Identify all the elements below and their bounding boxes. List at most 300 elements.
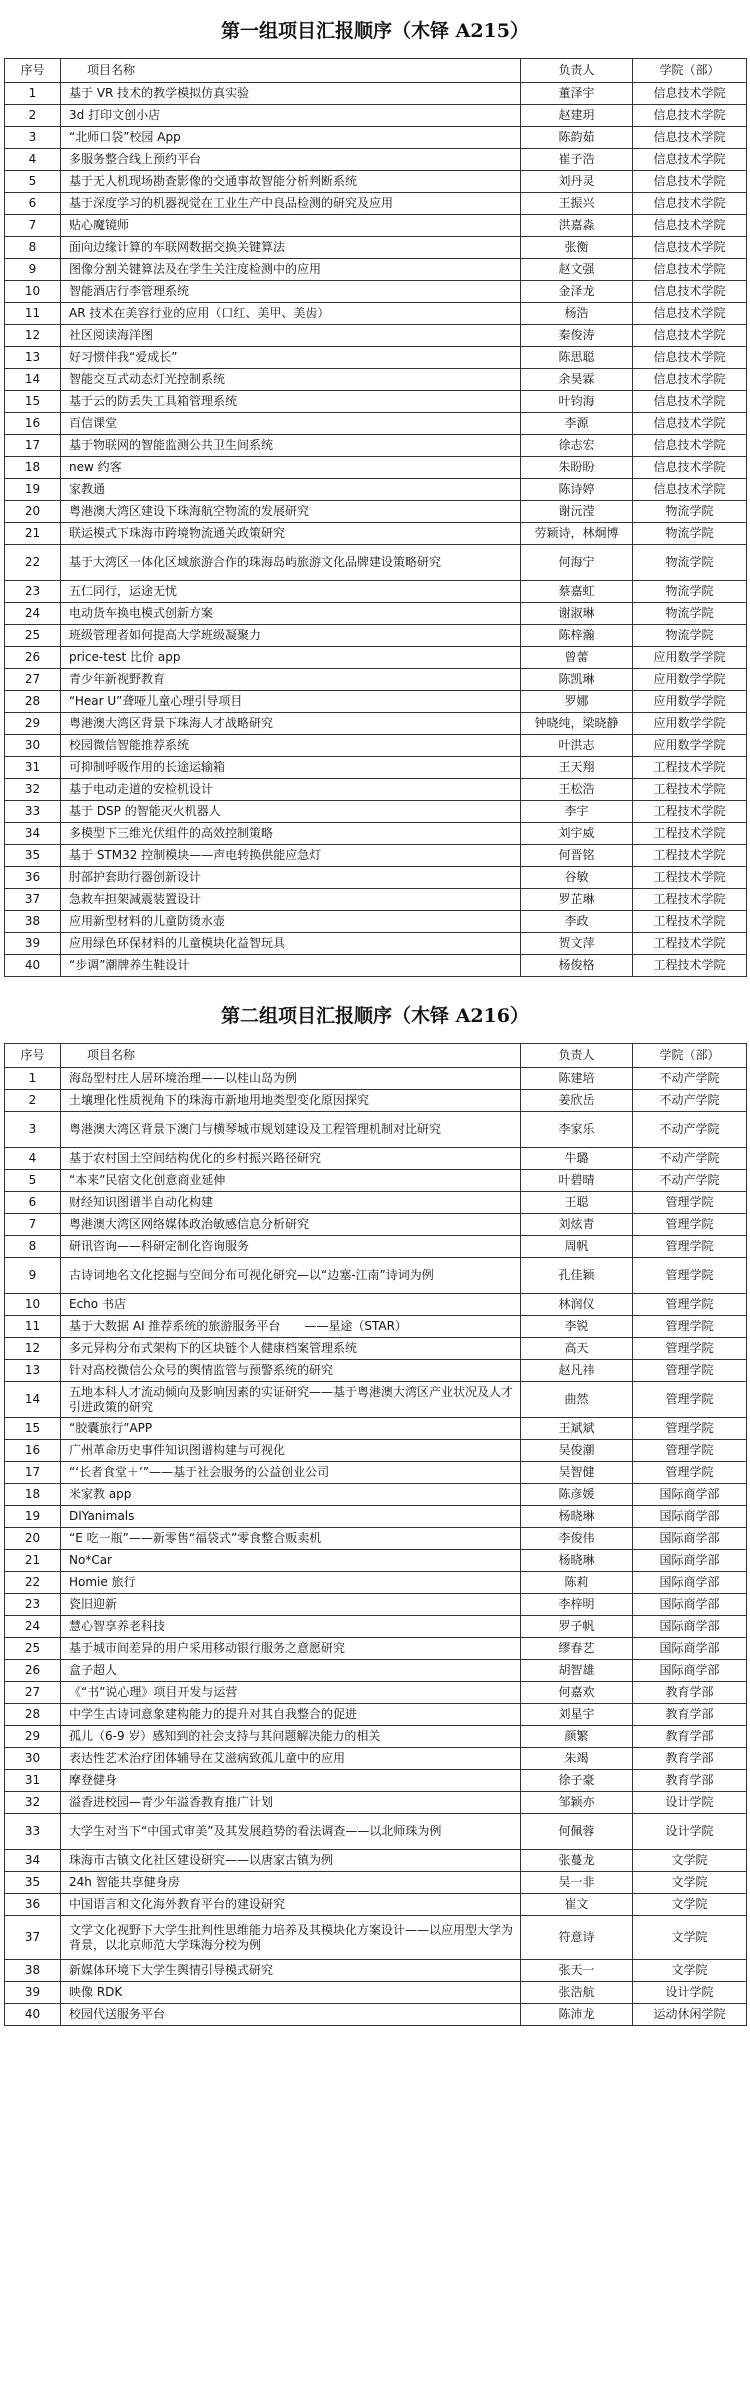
- row-number: 22: [5, 545, 61, 581]
- project-leader: 张天一: [521, 1960, 633, 1982]
- project-leader: 李俊伟: [521, 1528, 633, 1550]
- table-row: [5, 457, 747, 479]
- table-row: [5, 757, 747, 779]
- project-name: 可抑制呼吸作用的长途运输箱: [61, 757, 521, 779]
- school-name: 设计学院: [633, 1814, 747, 1850]
- project-name: 慧心智享养老科技: [61, 1616, 521, 1638]
- row-number: 9: [5, 259, 61, 281]
- project-name: 五地本科人才流动倾向及影响因素的实证研究——基于粤港澳大湾区产业状况及人才引进政策的研究: [61, 1382, 521, 1418]
- project-name: 粤港澳大湾区背景下澳门与横琴城市规划建设及工程管理机制对比研究: [61, 1112, 521, 1148]
- project-leader: 叶钧海: [521, 391, 633, 413]
- project-name: 孤儿（6-9 岁）感知到的社会支持与其问题解决能力的相关: [61, 1726, 521, 1748]
- project-leader: 余昊霖: [521, 369, 633, 391]
- school-name: 物流学院: [633, 581, 747, 603]
- table-row: [5, 625, 747, 647]
- row-number: 39: [5, 933, 61, 955]
- school-name: 应用数学学院: [633, 647, 747, 669]
- row-number: 25: [5, 625, 61, 647]
- school-name: 国际商学部: [633, 1506, 747, 1528]
- school-name: 管理学院: [633, 1440, 747, 1462]
- project-leader: 陈梓瀚: [521, 625, 633, 647]
- project-name: 广州革命历史事件知识图谱构建与可视化: [61, 1440, 521, 1462]
- group-1-table-body: [5, 83, 747, 977]
- group-1-table: [4, 58, 747, 977]
- school-name: 管理学院: [633, 1316, 747, 1338]
- school-name: 国际商学部: [633, 1616, 747, 1638]
- project-name: “胶囊旅行”APP: [61, 1418, 521, 1440]
- table-row: [5, 237, 747, 259]
- table-row: [5, 801, 747, 823]
- row-number: 27: [5, 669, 61, 691]
- project-name: 智能交互式动态灯光控制系统: [61, 369, 521, 391]
- project-name: 五仁同行，运途无忧: [61, 581, 521, 603]
- table-row: [5, 1506, 747, 1528]
- school-name: 工程技术学院: [633, 933, 747, 955]
- project-leader: 李锐: [521, 1316, 633, 1338]
- project-name: 珠海市古镇文化社区建设研究——以唐家古镇为例: [61, 1850, 521, 1872]
- school-name: 国际商学部: [633, 1660, 747, 1682]
- project-leader: 李宇: [521, 801, 633, 823]
- school-name: 工程技术学院: [633, 801, 747, 823]
- project-leader: 贺文萍: [521, 933, 633, 955]
- school-name: 教育学部: [633, 1682, 747, 1704]
- project-name: AR 技术在美容行业的应用（口红、美甲、美齿）: [61, 303, 521, 325]
- project-leader: 王聪: [521, 1192, 633, 1214]
- table-row: [5, 1360, 747, 1382]
- group-2-table: [4, 1043, 747, 2026]
- project-leader: 吴俊潮: [521, 1440, 633, 1462]
- school-name: 信息技术学院: [633, 369, 747, 391]
- table-row: [5, 83, 747, 105]
- table-row: [5, 1550, 747, 1572]
- row-number: 23: [5, 581, 61, 603]
- project-leader: 王振兴: [521, 193, 633, 215]
- project-leader: 陈建培: [521, 1068, 633, 1090]
- project-name: 中国语言和文化海外教育平台的建设研究: [61, 1894, 521, 1916]
- project-leader: 何海宁: [521, 545, 633, 581]
- school-name: 信息技术学院: [633, 237, 747, 259]
- project-leader: 刘炫青: [521, 1214, 633, 1236]
- school-name: 教育学部: [633, 1704, 747, 1726]
- table-row: [5, 149, 747, 171]
- row-number: 8: [5, 237, 61, 259]
- project-name: “北师口袋”校园 App: [61, 127, 521, 149]
- group-2-table-body: [5, 1068, 747, 2026]
- project-leader: 李梓明: [521, 1594, 633, 1616]
- project-leader: 杨浩: [521, 303, 633, 325]
- school-name: 信息技术学院: [633, 391, 747, 413]
- row-number: 22: [5, 1572, 61, 1594]
- row-number: 21: [5, 1550, 61, 1572]
- project-leader: 叶碧晴: [521, 1170, 633, 1192]
- row-number: 14: [5, 369, 61, 391]
- project-name: 针对高校微信公众号的舆情监管与预警系统的研究: [61, 1360, 521, 1382]
- table-row: [5, 1090, 747, 1112]
- header-project-name: 项目名称: [61, 59, 521, 83]
- row-number: 33: [5, 801, 61, 823]
- project-name: 基于深度学习的机器视觉在工业生产中良品检测的研究及应用: [61, 193, 521, 215]
- table-row: [5, 1068, 747, 1090]
- project-leader: 李政: [521, 911, 633, 933]
- project-name: 古诗词地名文化挖掘与空间分布可视化研究—以“边塞-江南”诗词为例: [61, 1258, 521, 1294]
- project-name: 智能酒店行李管理系统: [61, 281, 521, 303]
- table-row: [5, 1682, 747, 1704]
- school-name: 管理学院: [633, 1462, 747, 1484]
- project-name: 应用绿色环保材料的儿童模块化益智玩具: [61, 933, 521, 955]
- row-number: 1: [5, 83, 61, 105]
- table-row: [5, 1572, 747, 1594]
- table-row: [5, 545, 747, 581]
- row-number: 29: [5, 1726, 61, 1748]
- table-row: [5, 501, 747, 523]
- row-number: 20: [5, 501, 61, 523]
- project-leader: 罗娜: [521, 691, 633, 713]
- table-row: [5, 1462, 747, 1484]
- group-1-title: 第一组项目汇报顺序（木铎 A215）: [220, 19, 530, 42]
- school-name: 工程技术学院: [633, 889, 747, 911]
- school-name: 国际商学部: [633, 1484, 747, 1506]
- row-number: 35: [5, 845, 61, 867]
- project-name: price-test 比价 app: [61, 647, 521, 669]
- project-name: “‘长者食堂＋’”——基于社会服务的公益创业公司: [61, 1462, 521, 1484]
- project-leader: 赵凡祎: [521, 1360, 633, 1382]
- table-row: [5, 1960, 747, 1982]
- school-name: 工程技术学院: [633, 823, 747, 845]
- table-row: [5, 1770, 747, 1792]
- table-row: [5, 325, 747, 347]
- row-number: 5: [5, 171, 61, 193]
- table-row: [5, 1748, 747, 1770]
- school-name: 设计学院: [633, 1792, 747, 1814]
- project-name: 多元异构分布式架构下的区块链个人健康档案管理系统: [61, 1338, 521, 1360]
- project-leader: 缪春艺: [521, 1638, 633, 1660]
- project-leader: 徐志宏: [521, 435, 633, 457]
- project-leader: 杨晓琳: [521, 1550, 633, 1572]
- project-leader: 徐子豪: [521, 1770, 633, 1792]
- row-number: 4: [5, 149, 61, 171]
- table-row: [5, 1792, 747, 1814]
- project-leader: 朱竭: [521, 1748, 633, 1770]
- table-row: [5, 1170, 747, 1192]
- row-number: 16: [5, 413, 61, 435]
- school-name: 管理学院: [633, 1360, 747, 1382]
- table-row: [5, 369, 747, 391]
- project-name: 基于 VR 技术的教学模拟仿真实验: [61, 83, 521, 105]
- school-name: 信息技术学院: [633, 479, 747, 501]
- school-name: 物流学院: [633, 545, 747, 581]
- project-leader: 陈思聪: [521, 347, 633, 369]
- school-name: 不动产学院: [633, 1148, 747, 1170]
- row-number: 36: [5, 1894, 61, 1916]
- project-leader: 谢沅滢: [521, 501, 633, 523]
- project-leader: 蔡嘉虹: [521, 581, 633, 603]
- row-number: 31: [5, 757, 61, 779]
- project-name: 财经知识图谱半自动化构建: [61, 1192, 521, 1214]
- school-name: 教育学部: [633, 1726, 747, 1748]
- header-row: [5, 59, 747, 83]
- project-name: 基于无人机现场勘查影像的交通事故智能分析判断系统: [61, 171, 521, 193]
- project-leader: 洪嘉淼: [521, 215, 633, 237]
- project-leader: 何嘉欢: [521, 1682, 633, 1704]
- row-number: 37: [5, 1916, 61, 1960]
- school-name: 信息技术学院: [633, 303, 747, 325]
- header-leader: 负责人: [521, 1044, 633, 1068]
- table-row: [5, 779, 747, 801]
- row-number: 24: [5, 603, 61, 625]
- table-row: [5, 215, 747, 237]
- school-name: 管理学院: [633, 1214, 747, 1236]
- table-row: [5, 845, 747, 867]
- table-row: [5, 523, 747, 545]
- school-name: 文学院: [633, 1872, 747, 1894]
- school-name: 工程技术学院: [633, 955, 747, 977]
- row-number: 35: [5, 1872, 61, 1894]
- project-leader: 赵文强: [521, 259, 633, 281]
- project-name: 土壤理化性质视角下的珠海市新地用地类型变化原因探究: [61, 1090, 521, 1112]
- school-name: 设计学院: [633, 1982, 747, 2004]
- row-number: 10: [5, 1294, 61, 1316]
- school-name: 信息技术学院: [633, 413, 747, 435]
- school-name: 不动产学院: [633, 1090, 747, 1112]
- project-leader: 何佩蓉: [521, 1814, 633, 1850]
- school-name: 管理学院: [633, 1294, 747, 1316]
- row-number: 24: [5, 1616, 61, 1638]
- row-number: 40: [5, 955, 61, 977]
- row-number: 19: [5, 479, 61, 501]
- table-row: [5, 1638, 747, 1660]
- project-leader: 张衡: [521, 237, 633, 259]
- project-leader: 陈凯琳: [521, 669, 633, 691]
- project-name: 家教通: [61, 479, 521, 501]
- table-row: [5, 647, 747, 669]
- project-leader: 吴智健: [521, 1462, 633, 1484]
- project-leader: 张蔓龙: [521, 1850, 633, 1872]
- table-row: [5, 955, 747, 977]
- header-school: 学院（部）: [633, 59, 747, 83]
- project-leader: 叶洪志: [521, 735, 633, 757]
- row-number: 34: [5, 1850, 61, 1872]
- table-row: [5, 347, 747, 369]
- project-leader: 曲然: [521, 1382, 633, 1418]
- table-row: [5, 1850, 747, 1872]
- project-leader: 吴一非: [521, 1872, 633, 1894]
- project-name: 中学生古诗词意象建构能力的提升对其自我整合的促进: [61, 1704, 521, 1726]
- table-row: [5, 581, 747, 603]
- school-name: 应用数学学院: [633, 713, 747, 735]
- project-name: 3d 打印文创小店: [61, 105, 521, 127]
- school-name: 国际商学部: [633, 1550, 747, 1572]
- row-number: 32: [5, 1792, 61, 1814]
- table-row: [5, 303, 747, 325]
- table-row: [5, 193, 747, 215]
- table-row: [5, 1726, 747, 1748]
- project-leader: 李家乐: [521, 1112, 633, 1148]
- school-name: 物流学院: [633, 501, 747, 523]
- row-number: 14: [5, 1382, 61, 1418]
- row-number: 3: [5, 1112, 61, 1148]
- row-number: 1: [5, 1068, 61, 1090]
- school-name: 信息技术学院: [633, 193, 747, 215]
- header-school: 学院（部）: [633, 1044, 747, 1068]
- table-row: [5, 867, 747, 889]
- table-row: [5, 127, 747, 149]
- project-leader: 张浩航: [521, 1982, 633, 2004]
- row-number: 32: [5, 779, 61, 801]
- row-number: 23: [5, 1594, 61, 1616]
- row-number: 28: [5, 691, 61, 713]
- table-row: [5, 669, 747, 691]
- school-name: 文学院: [633, 1960, 747, 1982]
- project-leader: 陈韵茹: [521, 127, 633, 149]
- project-leader: 邹颖亦: [521, 1792, 633, 1814]
- table-row: [5, 391, 747, 413]
- project-name: 粤港澳大湾区背景下珠海人才战略研究: [61, 713, 521, 735]
- table-row: [5, 1982, 747, 2004]
- row-number: 4: [5, 1148, 61, 1170]
- project-leader: 周帆: [521, 1236, 633, 1258]
- project-name: 基于 STM32 控制模块——声电转换供能应急灯: [61, 845, 521, 867]
- project-leader: 董泽宇: [521, 83, 633, 105]
- school-name: 工程技术学院: [633, 867, 747, 889]
- project-leader: 陈诗婷: [521, 479, 633, 501]
- school-name: 信息技术学院: [633, 83, 747, 105]
- table-row: [5, 889, 747, 911]
- project-leader: 秦俊涛: [521, 325, 633, 347]
- table-row: [5, 1894, 747, 1916]
- table-row: [5, 1594, 747, 1616]
- project-name: 《“书”说心理》项目开发与运营: [61, 1682, 521, 1704]
- table-row: [5, 479, 747, 501]
- row-number: 8: [5, 1236, 61, 1258]
- school-name: 管理学院: [633, 1418, 747, 1440]
- row-number: 27: [5, 1682, 61, 1704]
- row-number: 17: [5, 435, 61, 457]
- row-number: 25: [5, 1638, 61, 1660]
- row-number: 15: [5, 391, 61, 413]
- school-name: 应用数学学院: [633, 669, 747, 691]
- project-name: Homie 旅行: [61, 1572, 521, 1594]
- project-leader: 刘星宇: [521, 1704, 633, 1726]
- row-number: 13: [5, 347, 61, 369]
- school-name: 管理学院: [633, 1338, 747, 1360]
- header-row: [5, 1044, 747, 1068]
- table-row: [5, 435, 747, 457]
- table-row: [5, 1316, 747, 1338]
- school-name: 国际商学部: [633, 1638, 747, 1660]
- row-number: 10: [5, 281, 61, 303]
- school-name: 工程技术学院: [633, 779, 747, 801]
- project-name: 好习惯伴我“爱成长”: [61, 347, 521, 369]
- school-name: 管理学院: [633, 1192, 747, 1214]
- project-name: 多服务整合线上预约平台: [61, 149, 521, 171]
- school-name: 信息技术学院: [633, 149, 747, 171]
- project-name: 校园微信智能推荐系统: [61, 735, 521, 757]
- table-row: [5, 1236, 747, 1258]
- project-leader: 钟晓纯，梁晓静: [521, 713, 633, 735]
- project-leader: 高天: [521, 1338, 633, 1360]
- project-leader: 刘丹灵: [521, 171, 633, 193]
- row-number: 31: [5, 1770, 61, 1792]
- table-row: [5, 1192, 747, 1214]
- project-leader: 牛璐: [521, 1148, 633, 1170]
- project-name: 基于农村国土空间结构优化的乡村振兴路径研究: [61, 1148, 521, 1170]
- table-row: [5, 259, 747, 281]
- project-name: 研讯咨询——科研定制化咨询服务: [61, 1236, 521, 1258]
- project-leader: 何晋铭: [521, 845, 633, 867]
- project-name: No*Car: [61, 1550, 521, 1572]
- row-number: 7: [5, 1214, 61, 1236]
- school-name: 信息技术学院: [633, 171, 747, 193]
- school-name: 运动休闲学院: [633, 2004, 747, 2026]
- school-name: 文学院: [633, 1894, 747, 1916]
- school-name: 不动产学院: [633, 1068, 747, 1090]
- project-leader: 罗子帆: [521, 1616, 633, 1638]
- project-name: “Hear U”聋哑儿童心理引导项目: [61, 691, 521, 713]
- header-leader: 负责人: [521, 59, 633, 83]
- row-number: 26: [5, 647, 61, 669]
- school-name: 管理学院: [633, 1382, 747, 1418]
- project-leader: 刘宇威: [521, 823, 633, 845]
- project-name: 基于城市间差异的用户采用移动银行服务之意愿研究: [61, 1638, 521, 1660]
- group-1-table-header: [5, 59, 747, 83]
- row-number: 38: [5, 1960, 61, 1982]
- project-leader: 李源: [521, 413, 633, 435]
- project-leader: 王斌斌: [521, 1418, 633, 1440]
- table-row: [5, 1484, 747, 1506]
- project-name: 海岛型村庄人居环境治理——以桂山岛为例: [61, 1068, 521, 1090]
- row-number: 34: [5, 823, 61, 845]
- table-row: [5, 1704, 747, 1726]
- row-number: 33: [5, 1814, 61, 1850]
- row-number: 12: [5, 1338, 61, 1360]
- project-name: 表达性艺术治疗团体辅导在艾滋病致孤儿童中的应用: [61, 1748, 521, 1770]
- row-number: 15: [5, 1418, 61, 1440]
- project-name: 基于 DSP 的智能灭火机器人: [61, 801, 521, 823]
- school-name: 教育学部: [633, 1770, 747, 1792]
- project-name: 基于大数据 AI 推荐系统的旅游服务平台 ——星途（STAR）: [61, 1316, 521, 1338]
- school-name: 信息技术学院: [633, 457, 747, 479]
- header-project-name: 项目名称: [61, 1044, 521, 1068]
- table-row: [5, 1382, 747, 1418]
- project-leader: 姜欣岳: [521, 1090, 633, 1112]
- project-leader: 林润仪: [521, 1294, 633, 1316]
- group-1-section: [4, 0, 746, 977]
- table-row: [5, 281, 747, 303]
- row-number: 38: [5, 911, 61, 933]
- row-number: 11: [5, 303, 61, 325]
- project-name: Echo 书店: [61, 1294, 521, 1316]
- project-leader: 崔子浩: [521, 149, 633, 171]
- project-name: 班级管理者如何提高大学班级凝聚力: [61, 625, 521, 647]
- project-name: 映像 RDK: [61, 1982, 521, 2004]
- project-leader: 金泽龙: [521, 281, 633, 303]
- table-row: [5, 933, 747, 955]
- school-name: 工程技术学院: [633, 911, 747, 933]
- project-name: “E 吃一瓶”——新零售“福袋式”零食整合贩卖机: [61, 1528, 521, 1550]
- project-name: DIYanimals: [61, 1506, 521, 1528]
- row-number: 36: [5, 867, 61, 889]
- project-name: 多模型下三维光伏组件的高效控制策略: [61, 823, 521, 845]
- row-number: 9: [5, 1258, 61, 1294]
- school-name: 国际商学部: [633, 1528, 747, 1550]
- table-row: [5, 1258, 747, 1294]
- project-name: 校园代送服务平台: [61, 2004, 521, 2026]
- project-leader: 朱盼盼: [521, 457, 633, 479]
- group-2-section: [4, 985, 746, 2026]
- project-leader: 杨晓琳: [521, 1506, 633, 1528]
- project-name: 米家教 app: [61, 1484, 521, 1506]
- table-row: [5, 713, 747, 735]
